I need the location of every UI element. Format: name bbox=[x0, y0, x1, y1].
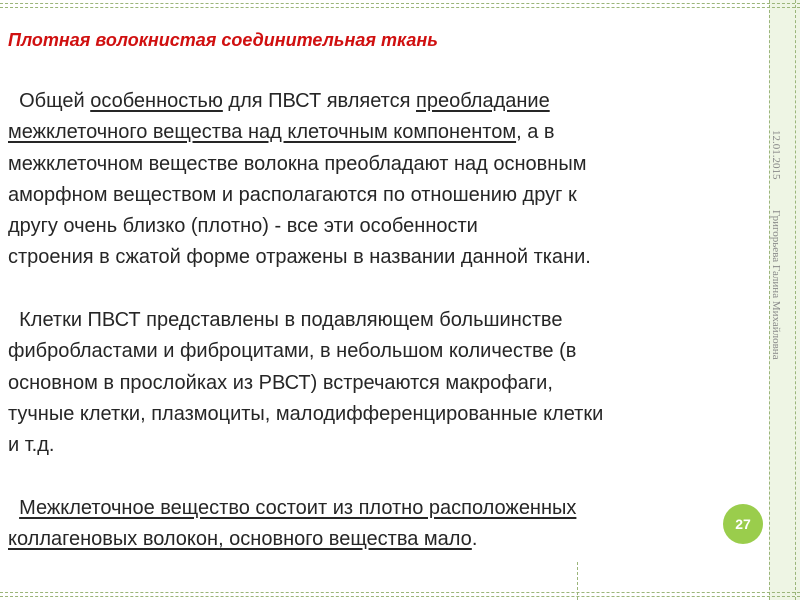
slide-title: Плотная волокнистая соединительная ткань bbox=[8, 30, 438, 50]
paragraph-1-line-2: межклеточного вещества над клеточным компонентом, а в bbox=[8, 121, 555, 144]
paragraph-1-line-1: Общей особенностью для ПВСТ является преобладание bbox=[19, 90, 550, 112]
paragraph-3-line-2: коллагеновых волокон, основного вещества мало. bbox=[8, 528, 478, 551]
frame-right-line-outer bbox=[795, 0, 796, 600]
frame-bottom-line-outer bbox=[0, 596, 800, 597]
slide-body bbox=[8, 86, 738, 555]
paragraph-gap bbox=[8, 274, 738, 305]
slide-date: 12.01.2015 bbox=[770, 130, 782, 180]
paragraph-2-line-3: основном в прослойках из РВСТ) встречаются макрофаги, bbox=[8, 371, 553, 394]
frame-top-line-inner bbox=[0, 7, 800, 8]
paragraph-3-line-1: Межклеточное вещество состоит из плотно расположенных bbox=[19, 496, 577, 519]
paragraph-2-line-4: тучные клетки, плазмоциты, малодифференцированные клетки bbox=[8, 402, 604, 425]
paragraph-gap bbox=[8, 462, 738, 493]
frame-bottom-stub bbox=[577, 562, 578, 600]
frame-top-line-outer bbox=[0, 3, 800, 4]
paragraph-1-line-4: аморфном веществом и располагаются по отношению друг к bbox=[8, 183, 577, 206]
paragraph-2-line-5: и т.д. bbox=[8, 434, 55, 457]
paragraph-1-line-3: межклеточном веществе волокна преобладают над основным bbox=[8, 152, 587, 175]
page-number-badge: 27 bbox=[723, 504, 763, 544]
frame-bottom-line-inner bbox=[0, 592, 800, 593]
paragraph-1-line-6: строения в сжатой форме отражены в названии данной ткани. bbox=[8, 246, 591, 269]
slide-author: Григорьева Галина Михайловна bbox=[770, 210, 782, 360]
paragraph-2-line-2: фибробластами и фиброцитами, в небольшом количестве (в bbox=[8, 340, 577, 363]
paragraph-1-line-5: другу очень близко (плотно) - все эти особенности bbox=[8, 215, 478, 238]
paragraph-2-line-1: Клетки ПВСТ представлены в подавляющем большинстве bbox=[19, 309, 563, 332]
